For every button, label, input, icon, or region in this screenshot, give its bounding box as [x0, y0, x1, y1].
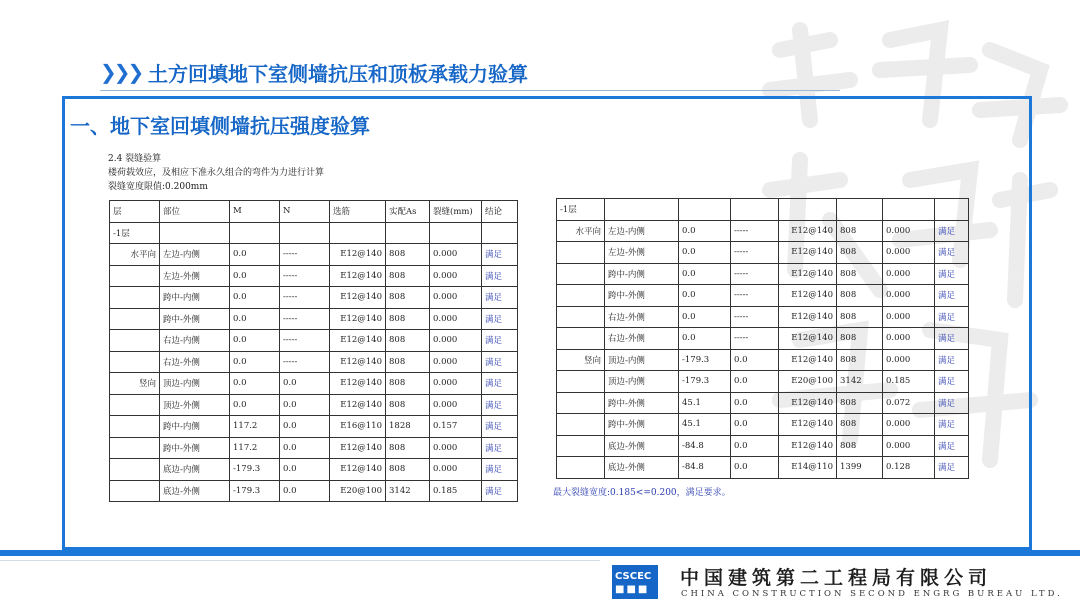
position-cell: 跨中-外侧	[605, 392, 679, 414]
as-cell: 1828	[386, 416, 430, 438]
table-row	[110, 459, 518, 481]
position-cell: 右边-外侧	[605, 328, 679, 350]
position-cell: 左边-外侧	[160, 265, 230, 287]
axial-cell: 0.0	[280, 437, 330, 459]
position-cell: 顶边-内侧	[605, 371, 679, 393]
as-cell: 808	[386, 459, 430, 481]
moment-cell: 0.0	[679, 306, 731, 328]
empty-cell	[280, 222, 330, 244]
position-cell: 顶边-内侧	[160, 373, 230, 395]
layer-cell	[110, 287, 160, 309]
table-row	[557, 242, 969, 264]
position-cell: 底边-外侧	[605, 435, 679, 457]
axial-cell: 0.0	[731, 349, 779, 371]
empty-cell	[430, 222, 482, 244]
as-cell: 808	[386, 287, 430, 309]
chevron-arrows-icon: ❯❯❯	[100, 60, 142, 84]
moment-cell: -179.3	[679, 349, 731, 371]
rebar-cell: E12@140	[779, 263, 837, 285]
company-name-cn: 中国建筑第二工程局有限公司	[680, 567, 993, 589]
column-header: M	[230, 201, 280, 223]
axial-cell: 0.0	[731, 392, 779, 414]
floor-row	[110, 222, 518, 244]
moment-cell: -84.8	[679, 435, 731, 457]
crack-width-cell: 0.000	[430, 394, 482, 416]
conclusion-cell: 满足	[935, 371, 969, 393]
conclusion-cell: 满足	[482, 459, 518, 481]
crack-width-cell: 0.128	[883, 457, 935, 479]
table-row	[557, 392, 969, 414]
rebar-cell: E12@140	[779, 392, 837, 414]
layer-cell: 竖向	[557, 349, 605, 371]
table-row	[110, 394, 518, 416]
column-header: 部位	[160, 201, 230, 223]
table-row	[110, 351, 518, 373]
rebar-cell: E12@140	[330, 265, 386, 287]
conclusion-cell: 满足	[935, 349, 969, 371]
empty-cell	[482, 222, 518, 244]
column-header: 选筋	[330, 201, 386, 223]
layer-cell	[110, 480, 160, 502]
moment-cell: 0.0	[230, 394, 280, 416]
conclusion-cell: 满足	[482, 265, 518, 287]
crack-width-cell: 0.000	[883, 220, 935, 242]
conclusion-cell: 满足	[482, 244, 518, 266]
empty-cell	[386, 222, 430, 244]
moment-cell: 0.0	[230, 330, 280, 352]
title-divider	[100, 90, 840, 91]
position-cell: 左边-外侧	[605, 242, 679, 264]
crack-check-table-left	[109, 200, 518, 502]
crack-width-cell: 0.000	[430, 351, 482, 373]
moment-cell: 0.0	[230, 265, 280, 287]
moment-cell: 0.0	[230, 287, 280, 309]
moment-cell: -179.3	[230, 480, 280, 502]
crack-width-cell: 0.000	[430, 265, 482, 287]
rebar-cell: E12@140	[330, 351, 386, 373]
table-row	[110, 437, 518, 459]
empty-cell	[731, 199, 779, 221]
empty-cell	[330, 222, 386, 244]
crack-width-cell: 0.000	[883, 414, 935, 436]
as-cell: 808	[386, 244, 430, 266]
crack-width-cell: 0.000	[883, 263, 935, 285]
section-title: 一、地下室回填侧墙抗压强度验算	[70, 114, 370, 138]
as-cell: 808	[386, 437, 430, 459]
table-row	[557, 328, 969, 350]
table-row	[557, 435, 969, 457]
rebar-cell: E12@140	[330, 459, 386, 481]
crack-width-cell: 0.000	[883, 435, 935, 457]
crack-width-cell: 0.000	[430, 287, 482, 309]
rebar-cell: E12@140	[330, 330, 386, 352]
column-header: N	[280, 201, 330, 223]
table-row	[110, 244, 518, 266]
conclusion-cell: 满足	[935, 328, 969, 350]
layer-cell: 水平向	[557, 220, 605, 242]
moment-cell: -179.3	[230, 459, 280, 481]
conclusion-cell: 满足	[482, 437, 518, 459]
as-cell: 808	[837, 414, 883, 436]
as-cell: 3142	[837, 371, 883, 393]
axial-cell: 0.0	[731, 457, 779, 479]
moment-cell: 0.0	[679, 263, 731, 285]
position-cell: 跨中-内侧	[160, 416, 230, 438]
crack-width-cell: 0.000	[430, 330, 482, 352]
crack-width-cell: 0.000	[430, 459, 482, 481]
column-header: 层	[110, 201, 160, 223]
rebar-cell: E12@140	[779, 285, 837, 307]
position-cell: 跨中-外侧	[160, 437, 230, 459]
company-footer	[0, 556, 1080, 608]
axial-cell: -----	[280, 330, 330, 352]
table-row	[110, 416, 518, 438]
rebar-cell: E12@140	[330, 373, 386, 395]
moment-cell: 0.0	[679, 242, 731, 264]
table-row	[110, 330, 518, 352]
moment-cell: -179.3	[679, 371, 731, 393]
table-row	[110, 480, 518, 502]
conclusion-cell: 满足	[482, 308, 518, 330]
as-cell: 808	[386, 351, 430, 373]
rebar-cell: E12@140	[779, 220, 837, 242]
crack-width-cell: 0.000	[883, 306, 935, 328]
column-header: 结论	[482, 201, 518, 223]
column-header: 裂缝(mm)	[430, 201, 482, 223]
rebar-cell: E12@140	[779, 242, 837, 264]
layer-cell	[110, 416, 160, 438]
axial-cell: 0.0	[731, 435, 779, 457]
crack-conclusion-note: 最大裂缝宽度:0.185<=0.200，满足要求。	[553, 488, 731, 498]
conclusion-cell: 满足	[935, 457, 969, 479]
position-cell: 右边-外侧	[160, 351, 230, 373]
empty-cell	[883, 199, 935, 221]
rebar-cell: E20@100	[779, 371, 837, 393]
position-cell: 右边-内侧	[160, 330, 230, 352]
moment-cell: 45.1	[679, 392, 731, 414]
moment-cell: 45.1	[679, 414, 731, 436]
axial-cell: -----	[731, 263, 779, 285]
conclusion-cell: 满足	[482, 394, 518, 416]
rebar-cell: E12@140	[779, 435, 837, 457]
moment-cell: 0.0	[230, 244, 280, 266]
moment-cell: 0.0	[230, 373, 280, 395]
layer-cell	[557, 242, 605, 264]
table-row	[110, 373, 518, 395]
position-cell: 顶边-内侧	[605, 349, 679, 371]
axial-cell: 0.0	[280, 394, 330, 416]
as-cell: 808	[837, 263, 883, 285]
empty-cell	[605, 199, 679, 221]
axial-cell: -----	[731, 285, 779, 307]
crack-width-cell: 0.000	[430, 308, 482, 330]
position-cell: 跨中-内侧	[605, 263, 679, 285]
crack-width-cell: 0.000	[430, 244, 482, 266]
axial-cell: -----	[280, 265, 330, 287]
rebar-cell: E12@140	[779, 414, 837, 436]
table-row	[557, 285, 969, 307]
axial-cell: 0.0	[731, 414, 779, 436]
crack-check-table-right	[556, 198, 969, 479]
table-header-row	[110, 201, 518, 223]
empty-cell	[230, 222, 280, 244]
footer-rule	[0, 560, 600, 561]
position-cell: 跨中-外侧	[605, 414, 679, 436]
position-cell: 左边-内侧	[160, 244, 230, 266]
position-cell: 底边-外侧	[160, 480, 230, 502]
conclusion-cell: 满足	[482, 373, 518, 395]
table-header-row	[557, 199, 969, 221]
rebar-cell: E12@140	[779, 306, 837, 328]
layer-cell: 水平向	[110, 244, 160, 266]
as-cell: 808	[837, 220, 883, 242]
table-row	[557, 457, 969, 479]
doc-line-1: 楼荷载效应，及相应下准永久组合的弯件为力进行计算	[108, 168, 325, 178]
axial-cell: -----	[280, 287, 330, 309]
rebar-cell: E16@110	[330, 416, 386, 438]
as-cell: 808	[837, 285, 883, 307]
axial-cell: -----	[731, 306, 779, 328]
as-cell: 808	[386, 330, 430, 352]
rebar-cell: E12@140	[330, 308, 386, 330]
doc-intro	[108, 152, 324, 194]
table-row	[557, 220, 969, 242]
conclusion-cell: 满足	[935, 392, 969, 414]
conclusion-cell: 满足	[482, 351, 518, 373]
position-cell: 顶边-外侧	[160, 394, 230, 416]
as-cell: 808	[837, 392, 883, 414]
crack-width-cell: 0.000	[883, 242, 935, 264]
empty-cell	[779, 199, 837, 221]
rebar-cell: E12@140	[330, 244, 386, 266]
column-header: 实配As	[386, 201, 430, 223]
as-cell: 3142	[386, 480, 430, 502]
crack-width-cell: 0.000	[430, 437, 482, 459]
axial-cell: 0.0	[280, 459, 330, 481]
axial-cell: -----	[280, 244, 330, 266]
layer-cell	[557, 392, 605, 414]
position-cell: 右边-外侧	[605, 306, 679, 328]
table-row	[110, 287, 518, 309]
conclusion-cell: 满足	[935, 285, 969, 307]
rebar-cell: E12@140	[330, 394, 386, 416]
conclusion-cell: 满足	[935, 263, 969, 285]
crack-width-cell: 0.072	[883, 392, 935, 414]
axial-cell: 0.0	[731, 371, 779, 393]
doc-line-2: 裂缝宽度限值:0.200mm	[108, 182, 208, 192]
moment-cell: 117.2	[230, 416, 280, 438]
moment-cell: 117.2	[230, 437, 280, 459]
table-row	[557, 306, 969, 328]
axial-cell: 0.0	[280, 416, 330, 438]
table-row	[557, 349, 969, 371]
logo-text: CSCEC	[615, 571, 652, 582]
as-cell: 808	[386, 308, 430, 330]
layer-cell	[557, 457, 605, 479]
empty-cell	[679, 199, 731, 221]
moment-cell: 0.0	[679, 220, 731, 242]
conclusion-cell: 满足	[935, 220, 969, 242]
slide-title: 土方回填地下室侧墙抗压和顶板承载力验算	[148, 62, 528, 86]
cscec-logo: CSCEC ■■■	[612, 565, 658, 599]
conclusion-cell: 满足	[482, 416, 518, 438]
layer-cell	[110, 459, 160, 481]
conclusion-cell: 满足	[482, 480, 518, 502]
as-cell: 808	[386, 265, 430, 287]
crack-width-cell: 0.185	[430, 480, 482, 502]
layer-cell	[110, 308, 160, 330]
layer-cell	[110, 437, 160, 459]
slide-header	[100, 52, 840, 92]
table-row	[110, 308, 518, 330]
layer-cell	[557, 414, 605, 436]
table-row	[557, 371, 969, 393]
conclusion-cell: 满足	[935, 414, 969, 436]
layer-cell: 竖向	[110, 373, 160, 395]
rebar-cell: E12@140	[330, 287, 386, 309]
axial-cell: -----	[731, 242, 779, 264]
position-cell: 跨中-外侧	[605, 285, 679, 307]
position-cell: 底边-内侧	[160, 459, 230, 481]
rebar-cell: E12@140	[330, 437, 386, 459]
axial-cell: -----	[731, 220, 779, 242]
as-cell: 808	[837, 435, 883, 457]
layer-cell	[110, 394, 160, 416]
layer-cell	[557, 328, 605, 350]
crack-width-cell: 0.000	[883, 349, 935, 371]
layer-cell	[557, 371, 605, 393]
table-row	[557, 263, 969, 285]
position-cell: 跨中-外侧	[160, 308, 230, 330]
position-cell: 跨中-内侧	[160, 287, 230, 309]
conclusion-cell: 满足	[482, 330, 518, 352]
position-cell: 底边-外侧	[605, 457, 679, 479]
conclusion-cell: 满足	[482, 287, 518, 309]
as-cell: 808	[386, 373, 430, 395]
layer-cell	[557, 285, 605, 307]
as-cell: 808	[837, 349, 883, 371]
as-cell: 808	[386, 394, 430, 416]
company-name-en: CHINA CONSTRUCTION SECOND ENGRG BUREAU LTD.	[681, 589, 1063, 599]
empty-cell	[935, 199, 969, 221]
as-cell: 808	[837, 306, 883, 328]
crack-width-cell: 0.000	[883, 285, 935, 307]
table-row	[110, 265, 518, 287]
moment-cell: 0.0	[679, 285, 731, 307]
floor-label-cell: -1层	[110, 222, 160, 244]
axial-cell: -----	[280, 308, 330, 330]
layer-cell	[110, 265, 160, 287]
rebar-cell: E12@140	[779, 328, 837, 350]
layer-cell	[557, 306, 605, 328]
crack-width-cell: 0.000	[883, 328, 935, 350]
table-row	[557, 414, 969, 436]
axial-cell: 0.0	[280, 373, 330, 395]
conclusion-cell: 满足	[935, 435, 969, 457]
axial-cell: 0.0	[280, 480, 330, 502]
floor-label-cell: -1层	[557, 199, 605, 221]
as-cell: 1399	[837, 457, 883, 479]
rebar-cell: E20@100	[330, 480, 386, 502]
moment-cell: 0.0	[230, 351, 280, 373]
rebar-cell: E12@140	[779, 349, 837, 371]
empty-cell	[837, 199, 883, 221]
layer-cell	[557, 263, 605, 285]
moment-cell: -84.8	[679, 457, 731, 479]
crack-width-cell: 0.000	[430, 373, 482, 395]
doc-heading: 2.4 裂缝验算	[108, 154, 162, 164]
layer-cell	[110, 351, 160, 373]
crack-width-cell: 0.157	[430, 416, 482, 438]
empty-cell	[160, 222, 230, 244]
conclusion-cell: 满足	[935, 306, 969, 328]
as-cell: 808	[837, 242, 883, 264]
crack-width-cell: 0.185	[883, 371, 935, 393]
conclusion-cell: 满足	[935, 242, 969, 264]
rebar-cell: E14@110	[779, 457, 837, 479]
position-cell: 左边-内侧	[605, 220, 679, 242]
moment-cell: 0.0	[230, 308, 280, 330]
as-cell: 808	[837, 328, 883, 350]
axial-cell: -----	[731, 328, 779, 350]
layer-cell	[110, 330, 160, 352]
axial-cell: -----	[280, 351, 330, 373]
moment-cell: 0.0	[679, 328, 731, 350]
layer-cell	[557, 435, 605, 457]
